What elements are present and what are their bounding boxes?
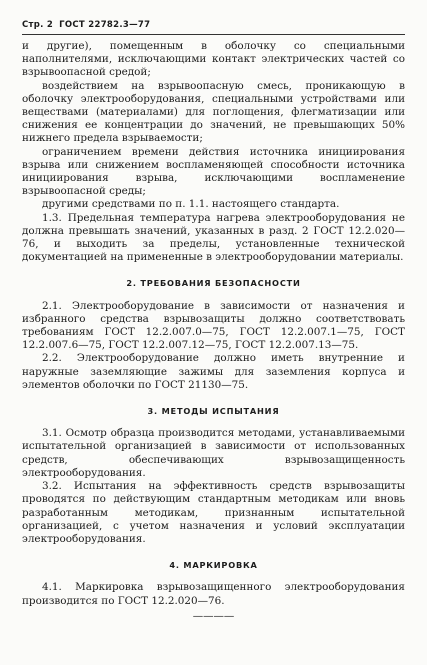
paragraph-2-2: 2.2. Электрооборудование должно иметь внутренние и наружные заземляющие зажимы для заземления корпуса и элементов оболочки по ГОСТ 21130—75. xyxy=(22,352,405,391)
end-mark: ———— xyxy=(192,609,235,622)
document-code: ГОСТ 22782.3—77 xyxy=(59,20,151,30)
paragraph-3-2: 3.2. Испытания на эффективность средств взрывозащиты проводятся по действующим стандартным методикам или вновь разработанным методикам, признанным испытательной организацией, с учетом назначения и условий эксплуатации электрооборудования. xyxy=(22,480,405,545)
paragraph: и другие), помещенным в оболочку со специальными наполнителями, исключающими контакт электрических частей со взрывоопасной средой; xyxy=(22,40,405,79)
page-header xyxy=(22,20,150,30)
paragraph-1-3: 1.3. Предельная температура нагрева электрооборудования не должна превышать значений, указанных в разд. 2 ГОСТ 12.2.020—76, и выходить за пределы, установленные технической документацией на примененные в электрооборудовании материалы. xyxy=(22,211,405,264)
paragraph: другими средствами по п. 1.1. настоящего стандарта. xyxy=(42,198,340,211)
paragraph-2-1: 2.1. Электрооборудование в зависимости от назначения и избранного средства взрывозащиты должно соответствовать требованиям ГОСТ 12.2.007.0—75, ГОСТ 12.2.007.1—75, ГОСТ 12.2.007.6—75, ГОСТ 12.2.007.12—75, ГОСТ 12.2.007.13—75. xyxy=(22,299,405,352)
section-4-title: 4. МАРКИРОВКА xyxy=(169,560,258,571)
header-rule xyxy=(22,34,405,35)
paragraph-4-1: 4.1. Маркировка взрывозащищенного электрооборудования производится по ГОСТ 12.2.020—76. xyxy=(22,581,405,607)
document-body xyxy=(22,40,405,623)
section-2-title: 2. ТРЕБОВАНИЯ БЕЗОПАСНОСТИ xyxy=(126,278,301,289)
page-number: Стр. 2 xyxy=(22,20,54,30)
paragraph: ограничением времени действия источника инициирования взрыва или снижением воспламеняющей способности источника инициирования взрыва, исключающими воспламенение взрывоопасной среды; xyxy=(22,145,405,198)
section-3-title: 3. МЕТОДЫ ИСПЫТАНИЯ xyxy=(147,406,280,417)
paragraph: воздействием на взрывоопасную смесь, проникающую в оболочку электрооборудования, специальными устройствами или веществами (материалами) для поглощения, флегматизации или снижения ее концентрации до значений, не превышающих 50% нижнего предела взрываемости; xyxy=(22,79,405,145)
paragraph-3-1: 3.1. Осмотр образца производится методами, устанавливаемыми испытательной организацией в зависимости от использованных средств, обеспечивающих взрывозащищенность электрооборудования. xyxy=(22,427,405,479)
